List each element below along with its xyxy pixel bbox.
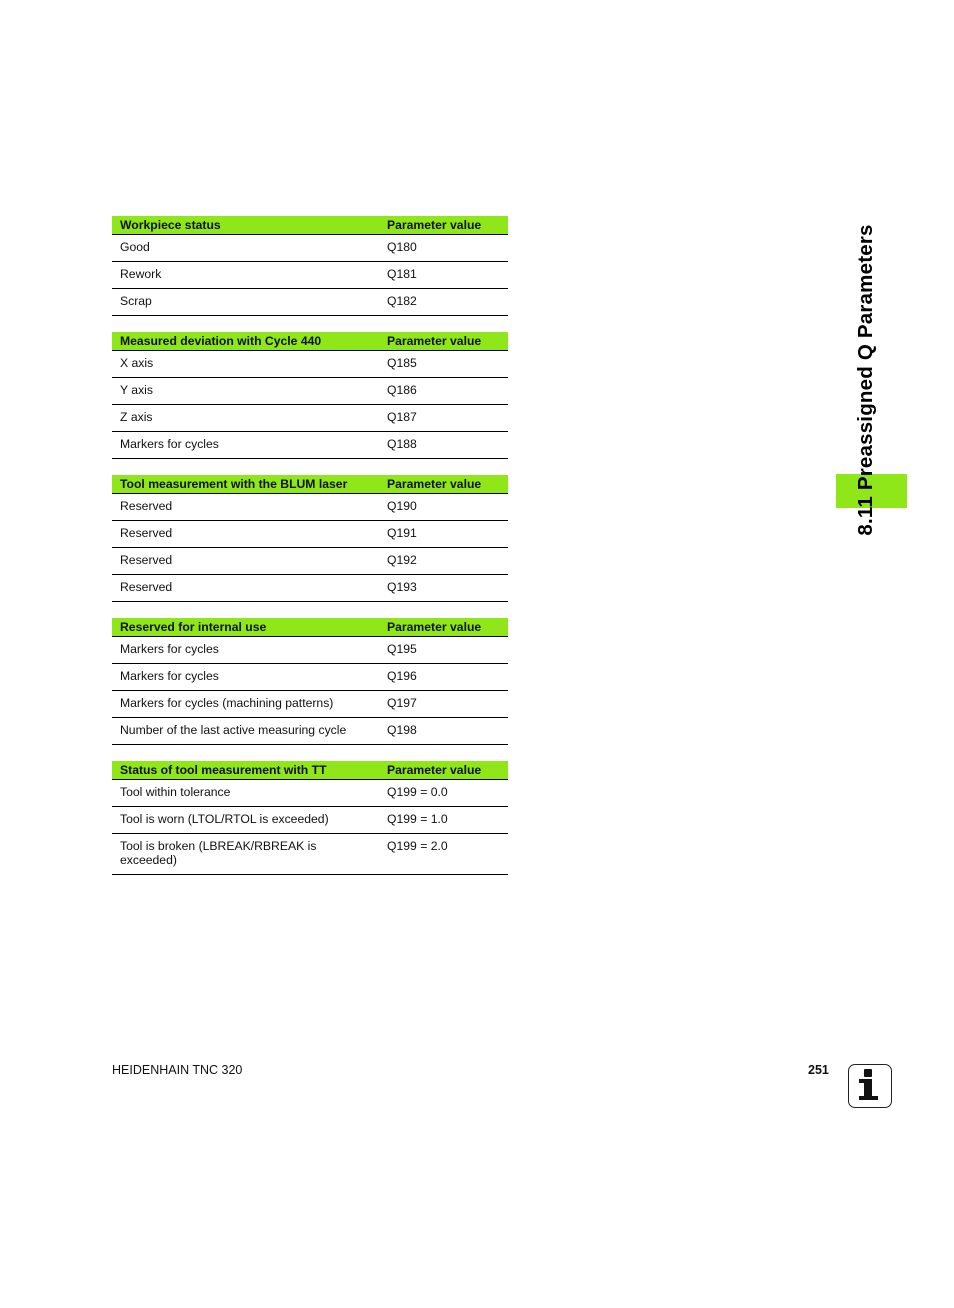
chapter-side-title: 8.11 Preassigned Q Parameters — [854, 224, 877, 536]
page-number: 251 — [808, 1063, 829, 1077]
table-cell: Q199 = 2.0 — [379, 834, 508, 875]
table-row — [112, 807, 508, 834]
column-header: Parameter value — [379, 761, 508, 780]
table-row — [112, 664, 508, 691]
table-cell: X axis — [112, 351, 379, 378]
column-header: Tool measurement with the BLUM laser — [112, 475, 379, 494]
table-cell: Reserved — [112, 521, 379, 548]
footer-product-name: HEIDENHAIN TNC 320 — [112, 1063, 243, 1077]
table-cell: Tool is broken (LBREAK/RBREAK is exceeded) — [112, 834, 379, 875]
table-cell: Reserved — [112, 575, 379, 602]
table-cell: Q180 — [379, 235, 508, 262]
table-cell: Reserved — [112, 494, 379, 521]
table-cell: Markers for cycles (machining patterns) — [112, 691, 379, 718]
table-cell: Q197 — [379, 691, 508, 718]
table-row — [112, 575, 508, 602]
table-cell: Q182 — [379, 289, 508, 316]
workpiece-status-table — [112, 216, 508, 316]
table-cell: Q185 — [379, 351, 508, 378]
table-cell: Q198 — [379, 718, 508, 745]
table-cell: Q196 — [379, 664, 508, 691]
column-header: Measured deviation with Cycle 440 — [112, 332, 379, 351]
table-cell: Tool is worn (LTOL/RTOL is exceeded) — [112, 807, 379, 834]
table-cell: Q192 — [379, 548, 508, 575]
info-glyph-icon — [849, 1065, 890, 1106]
internal-use-table — [112, 618, 508, 745]
table-cell: Q190 — [379, 494, 508, 521]
table-cell: Scrap — [112, 289, 379, 316]
table-cell: Q195 — [379, 637, 508, 664]
table-row — [112, 405, 508, 432]
table-row — [112, 351, 508, 378]
table-row — [112, 548, 508, 575]
table-cell: Q191 — [379, 521, 508, 548]
table-row — [112, 637, 508, 664]
table-cell: Y axis — [112, 378, 379, 405]
info-icon — [848, 1064, 892, 1108]
table-row — [112, 378, 508, 405]
table-row — [112, 780, 508, 807]
column-header: Parameter value — [379, 475, 508, 494]
table-cell: Z axis — [112, 405, 379, 432]
table-row — [112, 289, 508, 316]
table-row — [112, 432, 508, 459]
table-row — [112, 235, 508, 262]
table-row — [112, 521, 508, 548]
table-cell: Tool within tolerance — [112, 780, 379, 807]
table-cell: Good — [112, 235, 379, 262]
table-cell: Q187 — [379, 405, 508, 432]
column-header: Parameter value — [379, 332, 508, 351]
table-header-row — [112, 618, 508, 637]
table-cell: Q188 — [379, 432, 508, 459]
tt-status-table — [112, 761, 508, 875]
table-cell: Q199 = 0.0 — [379, 780, 508, 807]
table-cell: Markers for cycles — [112, 664, 379, 691]
column-header: Workpiece status — [112, 216, 379, 235]
table-row — [112, 262, 508, 289]
column-header: Parameter value — [379, 618, 508, 637]
table-cell: Reserved — [112, 548, 379, 575]
table-cell: Markers for cycles — [112, 432, 379, 459]
column-header: Reserved for internal use — [112, 618, 379, 637]
table-row — [112, 494, 508, 521]
parameter-tables — [112, 216, 508, 891]
table-cell: Markers for cycles — [112, 637, 379, 664]
measured-deviation-table — [112, 332, 508, 459]
table-header-row — [112, 332, 508, 351]
column-header: Parameter value — [379, 216, 508, 235]
table-row — [112, 691, 508, 718]
table-cell: Q199 = 1.0 — [379, 807, 508, 834]
table-header-row — [112, 475, 508, 494]
table-cell: Q181 — [379, 262, 508, 289]
table-cell: Rework — [112, 262, 379, 289]
table-header-row — [112, 216, 508, 235]
blum-laser-table — [112, 475, 508, 602]
table-header-row — [112, 761, 508, 780]
column-header: Status of tool measurement with TT — [112, 761, 379, 780]
table-row — [112, 834, 508, 875]
table-cell: Number of the last active measuring cycle — [112, 718, 379, 745]
table-cell: Q186 — [379, 378, 508, 405]
table-row — [112, 718, 508, 745]
table-cell: Q193 — [379, 575, 508, 602]
